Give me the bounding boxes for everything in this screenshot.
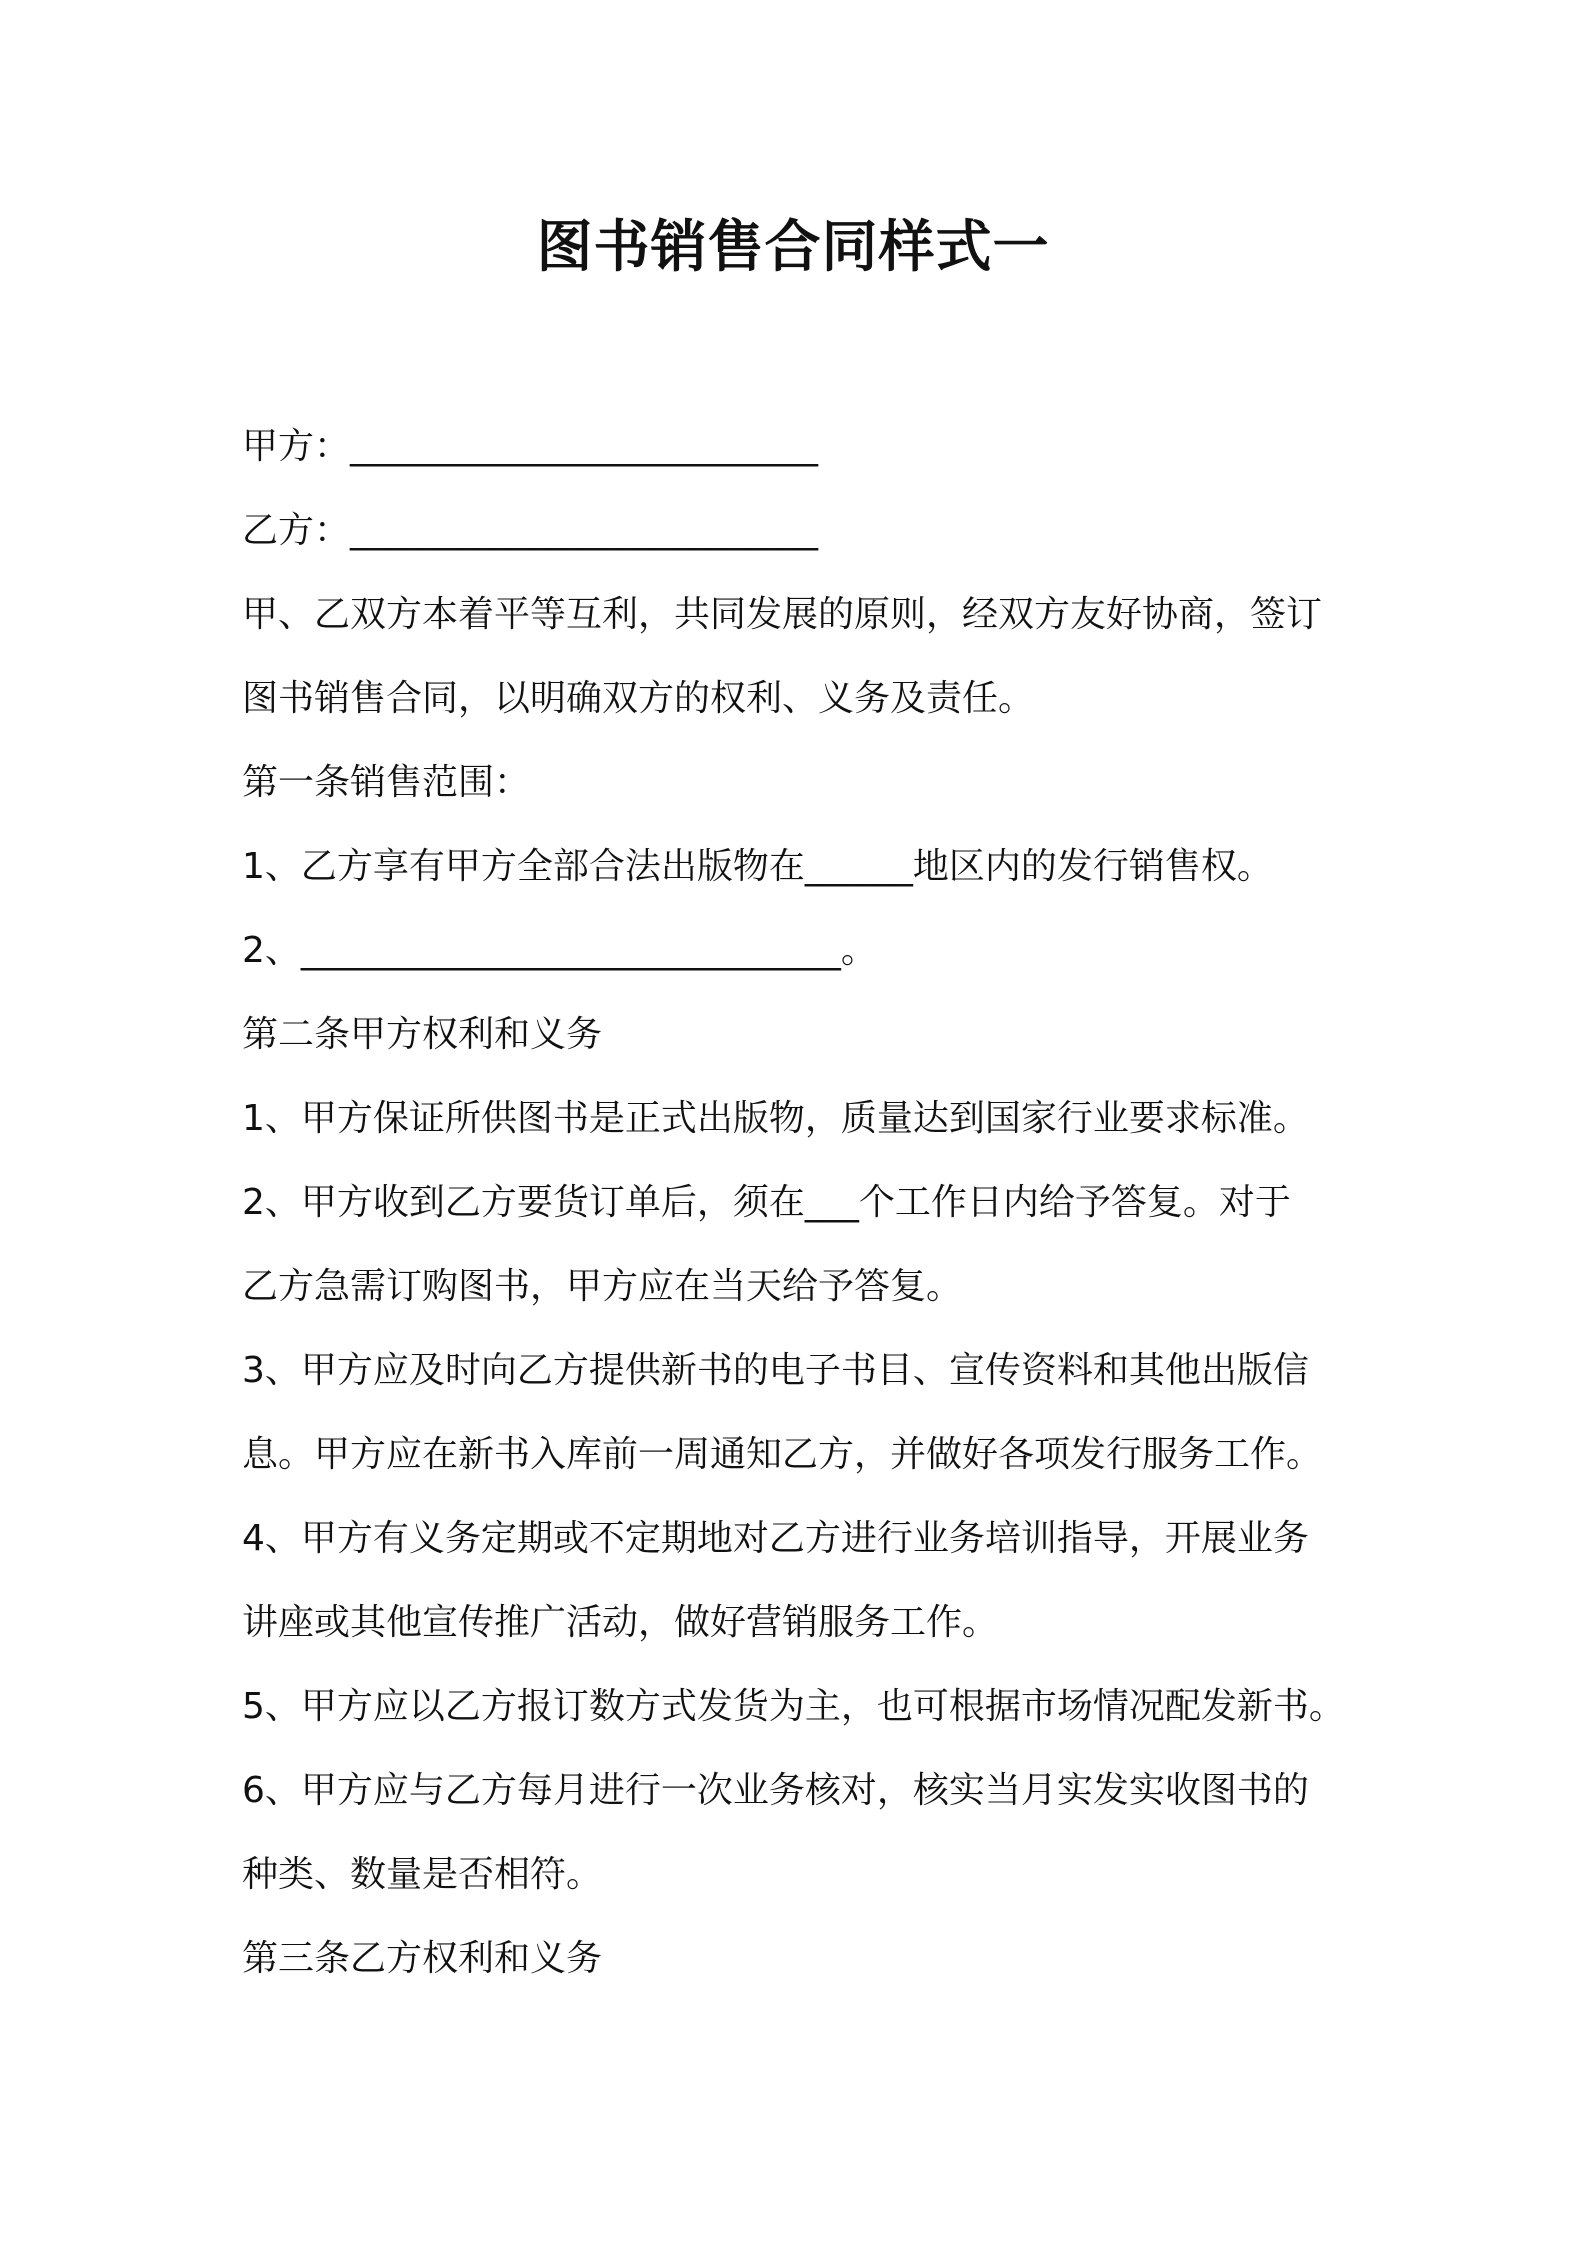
clause-line: 息。甲方应在新书入库前一周通知乙方，并做好各项发行服务工作。	[242, 1434, 1323, 1475]
clause-line: 1、乙方享有甲方全部合法出版物在______地区内的发行销售权。	[242, 846, 1273, 887]
clause-line: 1、甲方保证所供图书是正式出版物，质量达到国家行业要求标准。	[242, 1098, 1309, 1139]
clause-line: 3、甲方应及时向乙方提供新书的电子书目、宣传资料和其他出版信	[242, 1350, 1309, 1391]
clause-line: 6、甲方应与乙方每月进行一次业务核对，核实当月实发实收图书的	[242, 1770, 1309, 1811]
clause-line: 种类、数量是否相符。	[242, 1854, 603, 1895]
clause-line: 5、甲方应以乙方报订数方式发货为主，也可根据市场情况配发新书。	[242, 1686, 1345, 1727]
party-b-line: 乙方：__________________________	[242, 510, 819, 551]
clause-line: 2、______________________________。	[242, 930, 877, 971]
clause-line: 乙方急需订购图书，甲方应在当天给予答复。	[242, 1266, 963, 1307]
article-2-heading: 第二条甲方权利和义务	[242, 1014, 603, 1055]
document-body	[242, 405, 1392, 2001]
party-a-line: 甲方：__________________________	[242, 426, 819, 467]
clause-line: 4、甲方有义务定期或不定期地对乙方进行业务培训指导，开展业务	[242, 1518, 1309, 1559]
preamble-line: 甲、乙双方本着平等互利，共同发展的原则，经双方友好协商，签订	[242, 594, 1323, 635]
article-3-heading: 第三条乙方权利和义务	[242, 1938, 603, 1979]
document-title: 图书销售合同样式一	[536, 215, 1050, 280]
preamble-line: 图书销售合同，以明确双方的权利、义务及责任。	[242, 678, 1035, 719]
clause-line: 讲座或其他宣传推广活动，做好营销服务工作。	[242, 1602, 999, 1643]
clause-line: 2、甲方收到乙方要货订单后，须在___个工作日内给予答复。对于	[242, 1182, 1291, 1223]
article-1-heading: 第一条销售范围：	[242, 762, 531, 803]
